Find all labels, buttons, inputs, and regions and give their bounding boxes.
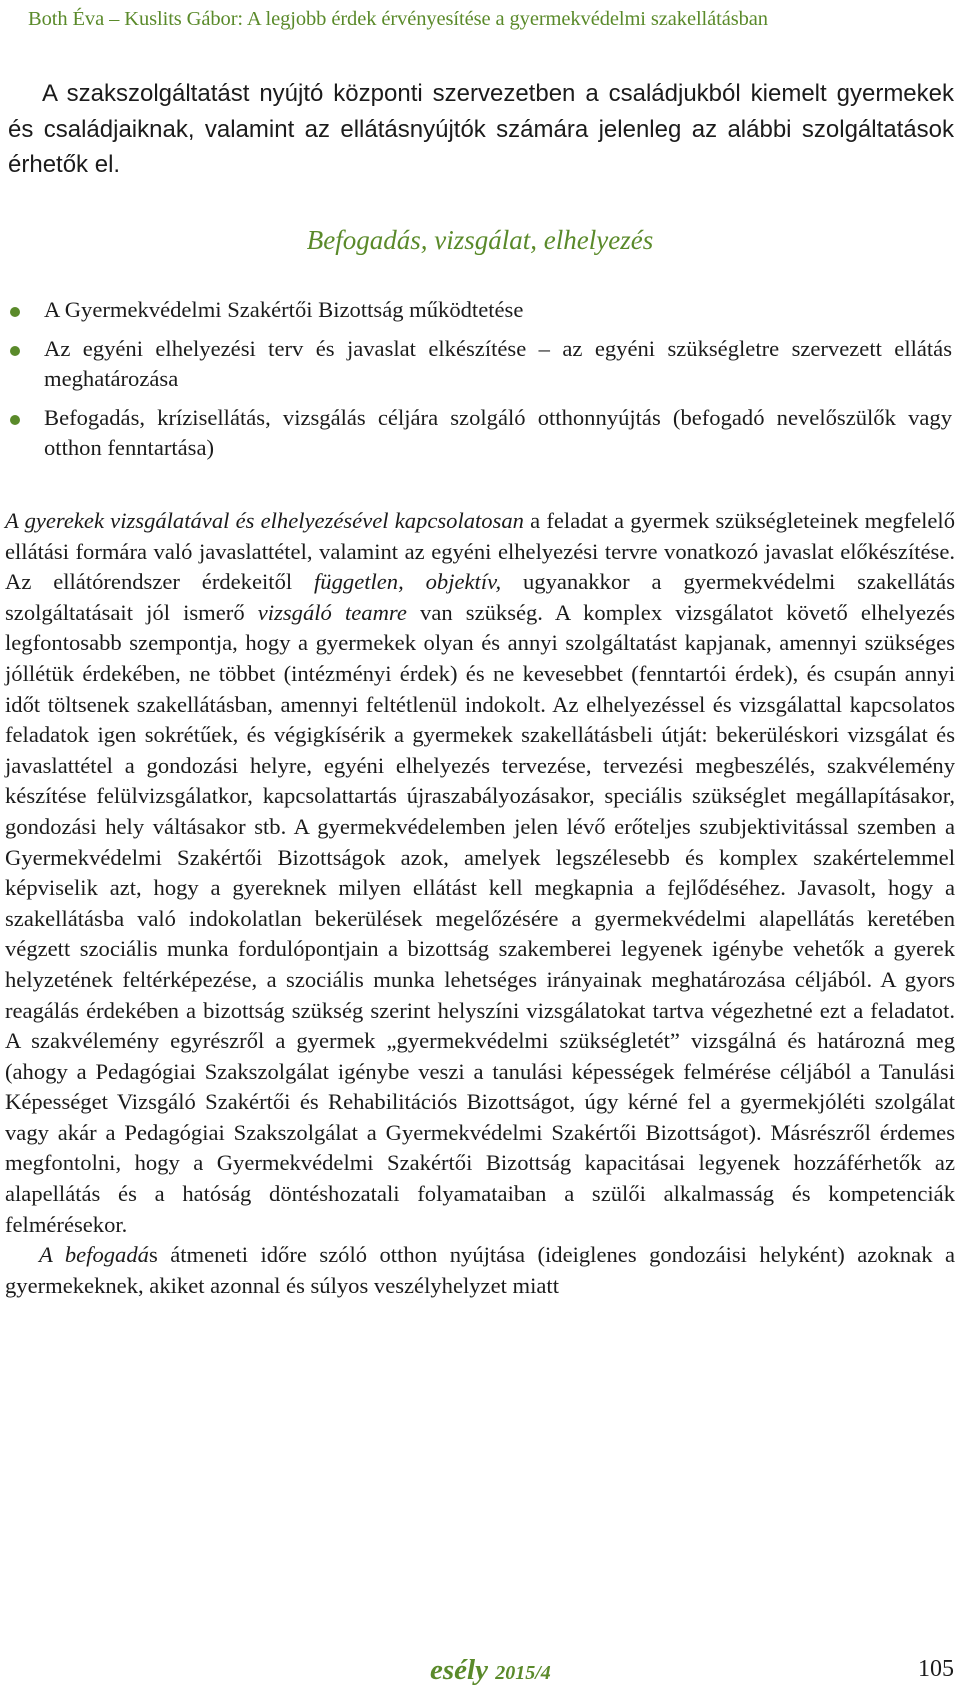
emphasis: független, objektív,: [314, 569, 502, 595]
body-text-run: s átmeneti időre szóló otthon nyújtása (ideiglenes gondozáisi helyként) azoknak a gyermekeknek, akiket azonnal és súlyos veszélyhelyzet miatt: [5, 1242, 955, 1298]
list-item: [0, 403, 960, 464]
body-text-run: ugyanakkor a gyermekvédelmi szakellátás szolgáltatásait jól ismerő: [5, 569, 956, 625]
page-footer: [0, 1654, 960, 1694]
body-text: [5, 506, 955, 1301]
journal-title: esély: [430, 1654, 488, 1686]
journal-issue: 2015/4: [495, 1662, 551, 1684]
intro-text-rest: gyermekek és családjaiknak, valamint az ellátásnyújtók számára jelenleg az alábbi szolgáltatások érhetők el.: [8, 80, 954, 178]
running-head: Both Éva – Kuslits Gábor: A legjobb érdek érvényesítése a gyermekvédelmi szakellátásban: [28, 8, 768, 30]
emphasis: A gyerekek vizsgálatával és elhelyezésével kapcsolatosan: [5, 508, 524, 533]
list-item-text: Az egyéni elhelyezési terv és javaslat elkészítése – az egyéni szükségletre szervezett ellátás meghatározása: [44, 335, 952, 391]
list-item-text: Befogadás, krízisellátás, vizsgálás céljára szolgáló otthonnyújtás (befogadó nevelőszülők vagy otthon fenntartása): [44, 404, 952, 460]
list-item: [0, 295, 960, 326]
section-title: Befogadás, vizsgálat, elhelyezés: [306, 225, 654, 255]
list-item-text: A Gyermekvédelmi Szakértői Bizottság működtetése: [44, 297, 524, 322]
bullet-dot-icon: [10, 346, 20, 356]
body-paragraph: [5, 506, 955, 1240]
bullet-dot-icon: [10, 415, 20, 425]
list-item: [0, 334, 960, 395]
emphasis: A befogadá: [39, 1242, 149, 1268]
bullet-dot-icon: [10, 307, 20, 317]
journal-name: [430, 1654, 551, 1687]
emphasis: vizsgáló teamre: [257, 599, 407, 625]
body-text-run: van szükség. A komplex vizsgálatot követő elhelyezés legfontosabb szempontja, hogy a gyermekek olyan és annyi szolgáltatást kapjanak, amennyi szükséges jóllétük érdekében, ne többet (intézményi érdek) és ne kevesebbet (fenntartói érdek), és csupán annyi időt töltsenek szakellátásban, amennyi feltétlenül indokolt. Az elhelyezéssel és vizsgálattal kapcsolatos feladatok igen sokrétűek, és végigkísérik a gyermekek szakellátásbeli útját: bekerüléskori vizsgálat és javaslattétel a gondozási helyre, egyéni elhelyezés tervezése, tervezési megbeszélés, szakvélemény készítése felülvizsgálatkor, kapcsolattartás újraszabályozásakor, speciális szükséglet megállapításakor, gondozási hely váltásakor stb. A gyermekvédelemben jelen lévő erőteljes szubjektivitással szemben a Gyermekvédelmi Szakértői Bizottságok azok, amelyek legszélesebb és komplex szakértelemmel képviselik azt, hogy a gyereknek milyen ellátást kell megkapnia a fejlődéséhez. Javasolt, hogy a szakellátásba való indokolatlan bekerülések megelőzésére a gyermekvédelmi alapellátás keretében végzett szociális munka fordulópontjain a bizottság szakemberei legyenek igénybe vehetők a gyerek helyzetének feltérképezése, a szociális munka lehetséges irányainak meghatározása céljából. A gyors reagálás érdekében a bizottság szükség szerint helyszíni vizsgálatokat tartva végezhetné ezt a feladatot. A szakvélemény egyrészről a gyermek „gyermekvédelmi szükségletét” vizsgálná és határozná meg (ahogy a Pedagógiai Szakszolgálat igénybe veszi a tanulási képességek felmérése céljából a Tanulási Képességet Vizsgáló Szakértői és Rehabilitációs Bizottságot, úgy kérné fel a gyermekjóléti szolgálat vagy akár a Pedagógiai Szakszolgálat a Gyermekvédelmi Szakértői Bizottságot). Másrészről érdemes megfontolni, hogy a Gyermekvédelmi Szakértői Bizottság kapacitásai legyenek hozzáférhetők az alapellátás és a hatóság döntéshozatali folyamataiban a szülői alkalmasság és kompetenciák felmérésekor.: [5, 599, 956, 1237]
body-text-run: a feladat a gyermek szükségleteinek megfelelő ellátási formára való javaslattétel, valamint az egyéni elhelyezési tervre vonatkozó javaslat előkészítése. Az ellátórendszer érdekeitől: [5, 508, 955, 595]
intro-text-lead: A szakszolgáltatást nyújtó központi szervezetben a családjukból kiemelt: [42, 80, 827, 107]
intro-paragraph: [8, 76, 954, 183]
page-number: 105: [918, 1656, 954, 1682]
bullet-list: [0, 295, 960, 472]
body-paragraph: [5, 1240, 955, 1301]
